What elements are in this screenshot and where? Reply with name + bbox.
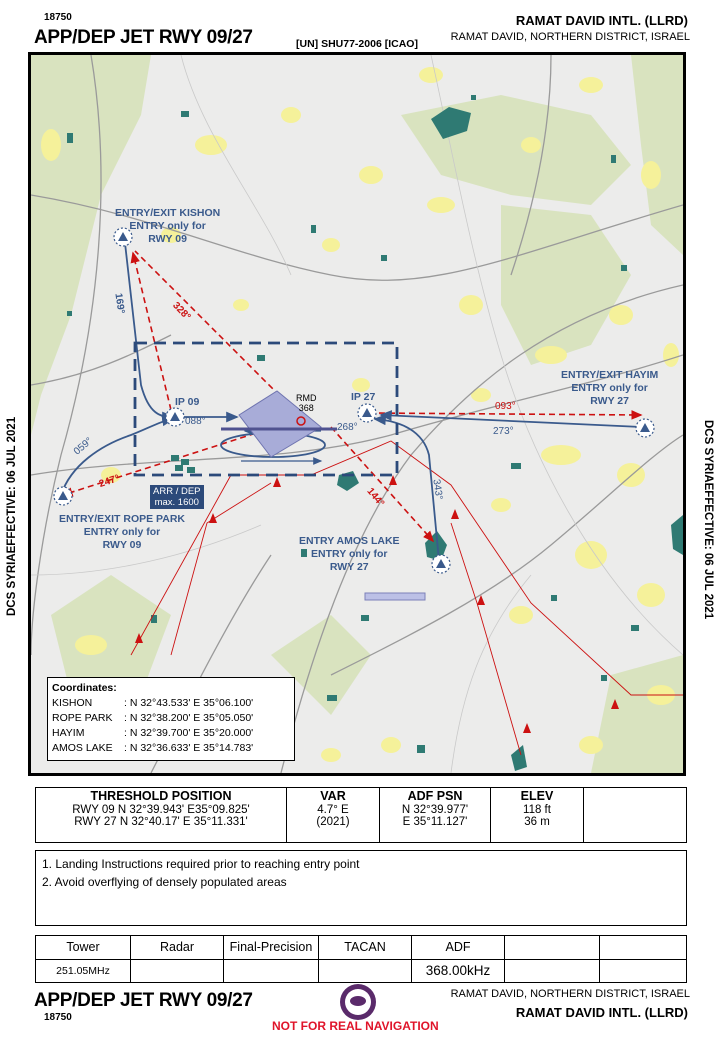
entry-amos-lake-label: ENTRY AMOS LAKE ENTRY only for RWY 27 [299,535,400,573]
chart-title: APP/DEP JET RWY 09/27 [34,27,253,48]
effective-date-right: DCS SYRIAEFFECTIVE: 06 JUL 2021 [702,420,714,620]
airport-name: RAMAT DAVID INTL. (LLRD) [515,13,688,28]
chart-reference: [UN] SHU77-2006 [ICAO] [296,38,418,50]
adf-psn-header: ADF PSN [380,788,491,805]
coordinates-title: Coordinates: [52,682,117,694]
ip09-label: IP 09 [175,396,200,408]
entry-hayim-label: ENTRY/EXIT HAYIM ENTRY only for RWY 27 [561,369,659,407]
entry-kishon-label: ENTRY/EXIT KISHON ENTRY only for RWY 09 [115,207,221,245]
freq-radar [131,959,224,983]
freq-header-final: Final-Precision [224,936,319,960]
heading-343: 343° [430,478,445,501]
heading-328: 328° [170,300,193,323]
footer-airport: RAMAT DAVID INTL. (LLRD) [515,1005,688,1020]
coord-row-rope-park: ROPE PARK : N 32°38.200' E 35°05.050' [52,712,254,724]
freq-header-tacan: TACAN [319,936,412,960]
arr-dep-altitude-box: ARR / DEP max. 1600 [150,485,204,509]
elev-values: 118 ft 36 m [491,804,584,843]
note-2: 2. Avoid overflying of densely populated areas [42,875,287,889]
runway-symbol [365,593,425,600]
threshold-header: THRESHOLD POSITION [36,788,287,805]
coordinates-box [47,677,295,761]
coord-row-hayim: HAYIM : N 32°39.700' E 35°20.000' [52,727,254,739]
freq-adf: 368.00kHz [412,959,505,983]
heading-093: 093° [495,401,516,412]
heading-169: 169° [112,292,127,315]
heading-268: 268° [337,422,358,433]
footer-location: RAMAT DAVID, NORTHERN DISTRICT, ISRAEL [450,988,690,1000]
threshold-values: RWY 09 N 32°39.943' E35°09.825' RWY 27 N 32°40.17' E 35°11.331' [36,804,287,843]
heading-088: 088° [185,416,206,427]
freq-tacan [319,959,412,983]
freq-blank1 [505,959,600,983]
adf-psn-values: N 32°39.977' E 35°11.127' [380,804,491,843]
rmd-label: RMD 368 [296,393,317,413]
map-graphics [31,55,683,773]
freq-header-radar: Radar [131,936,224,960]
freq-header-adf: ADF [412,936,505,960]
heading-059: 059° [71,435,95,458]
var-values: 4.7° E (2021) [287,804,380,843]
ip27-label: IP 27 [351,391,376,403]
footer-chart-number: 18750 [44,1012,72,1023]
footer-title: APP/DEP JET RWY 09/27 [34,990,253,1011]
freq-final [224,959,319,983]
not-for-navigation-warning: NOT FOR REAL NAVIGATION [272,1019,439,1033]
freq-header-blank2 [600,936,687,960]
heading-144: 144° [364,486,387,509]
elev-header: ELEV [491,788,584,805]
effective-date-left: DCS SYRIAEFFECTIVE: 06 JUL 2021 [6,416,18,616]
coord-row-amos-lake: AMOS LAKE : N 32°36.633' E 35°14.783' [52,742,254,754]
vegetation-areas [31,55,683,773]
airport-info-table [35,787,687,843]
freq-tower: 251.05MHz [36,959,131,983]
var-header: VAR [287,788,380,805]
freq-blank2 [600,959,687,983]
freq-header-blank1 [505,936,600,960]
chart-number: 18750 [44,12,72,23]
freq-header-tower: Tower [36,936,131,960]
note-1: 1. Landing Instructions required prior to reaching entry point [42,857,360,871]
coord-row-kishon: KISHON : N 32°43.533' E 35°06.100' [52,697,254,709]
building-cluster [171,455,195,473]
frequency-table [35,935,687,983]
logo-icon [340,984,376,1020]
entry-rope-park-label: ENTRY/EXIT ROPE PARK ENTRY only for RWY 09 [59,513,186,551]
approach-map [28,52,686,776]
airport-location: RAMAT DAVID, NORTHERN DISTRICT, ISRAEL [450,31,690,43]
notes-box [35,850,687,926]
heading-247: 247° [97,473,121,490]
heading-273: 273° [493,426,514,437]
